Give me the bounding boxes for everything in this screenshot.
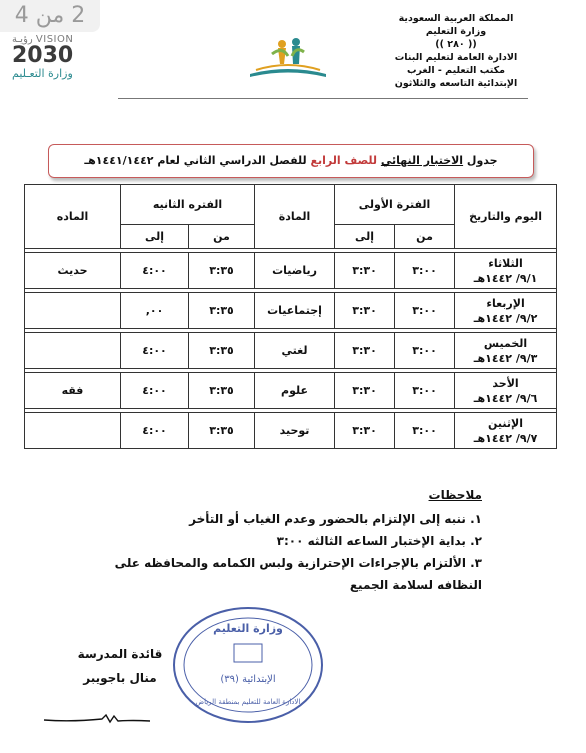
subject-2-cell bbox=[25, 333, 121, 369]
day-date-cell bbox=[455, 333, 557, 369]
header-subject: المادة bbox=[255, 185, 335, 249]
stamp-admin: الادارة العامة للتعليم بمنطقة الرياض bbox=[195, 698, 301, 706]
day: الثلاثاء bbox=[488, 256, 523, 270]
p1-to-cell: ٣:٣٠ bbox=[335, 413, 395, 449]
date: ٩/٣/ ١٤٤٢هـ bbox=[473, 351, 538, 365]
vision-label: رؤيـة VISION bbox=[12, 34, 74, 45]
subject-cell: علوم bbox=[255, 373, 335, 409]
header-divider bbox=[118, 98, 528, 99]
table-row bbox=[25, 253, 557, 289]
day-date-cell bbox=[455, 373, 557, 409]
table-row bbox=[25, 293, 557, 329]
handwritten-signature-icon bbox=[42, 712, 152, 726]
p1-from-cell: ٣:٠٠ bbox=[395, 373, 455, 409]
table-row bbox=[25, 413, 557, 449]
p2-to-cell: ٤:٠٠ bbox=[121, 373, 189, 409]
header-period-2: الفتره الثانيه bbox=[121, 185, 255, 225]
official-stamp-icon bbox=[170, 604, 326, 726]
notes-title: ملاحظات bbox=[428, 488, 482, 502]
subject-2-cell: فقه bbox=[25, 373, 121, 409]
notes-section bbox=[82, 484, 482, 596]
exam-schedule-table bbox=[24, 184, 557, 449]
signature-name: منال باجويبر bbox=[83, 671, 157, 685]
table-row bbox=[25, 333, 557, 369]
table-row bbox=[25, 373, 557, 409]
header-line: الادارة العامة لتعليم البنات bbox=[394, 52, 518, 63]
vision-2030-logo bbox=[12, 34, 104, 84]
p1-to-cell: ٣:٣٠ bbox=[335, 253, 395, 289]
p1-from-cell: ٣:٠٠ bbox=[395, 293, 455, 329]
note-item: ١. ننبه إلى الإلتزام بالحضور وعدم الغياب أو التأخر bbox=[189, 512, 482, 526]
title-grade: للصف الرابع bbox=[310, 154, 381, 167]
schedule-title bbox=[48, 144, 534, 178]
title-part: جدول bbox=[463, 154, 498, 167]
signature-role: قائدة المدرسة bbox=[77, 647, 163, 661]
subject-2-cell bbox=[25, 293, 121, 329]
note-item: ٢. بداية الإختبار الساعه الثالثه ٣:٠٠ bbox=[276, 534, 482, 548]
p2-to-cell: ٤:٠٠ bbox=[121, 253, 189, 289]
p2-to-cell: ٤:٠٠ bbox=[121, 333, 189, 369]
ministry-book-logo-icon bbox=[242, 34, 334, 84]
header-line: وزارة التعليم bbox=[425, 26, 487, 37]
date: ٩/٦/ ١٤٤٢هـ bbox=[473, 391, 538, 405]
header-from: من bbox=[189, 225, 255, 249]
p1-to-cell: ٣:٣٠ bbox=[335, 293, 395, 329]
subject-cell: توحيد bbox=[255, 413, 335, 449]
title-part: للفصل الدراسي الثاني لعام ١٤٤١/١٤٤٢هـ bbox=[84, 154, 311, 167]
header-to: إلى bbox=[335, 225, 395, 249]
header-line: (( ٢٨٠ )) bbox=[435, 39, 477, 50]
subject-cell: رياضيات bbox=[255, 253, 335, 289]
p1-from-cell: ٣:٠٠ bbox=[395, 253, 455, 289]
date: ٩/٢/ ١٤٤٢هـ bbox=[473, 311, 538, 325]
day-date-cell bbox=[455, 413, 557, 449]
subject-2-cell bbox=[25, 413, 121, 449]
date: ٩/١/ ١٤٤٢هـ bbox=[473, 271, 538, 285]
header-from: من bbox=[395, 225, 455, 249]
p2-from-cell: ٣:٣٥ bbox=[189, 373, 255, 409]
header-to: إلى bbox=[121, 225, 189, 249]
p2-from-cell: ٣:٣٥ bbox=[189, 293, 255, 329]
header-line: الإبتدائية التاسعه والثلاثون bbox=[394, 78, 518, 89]
day-date-cell bbox=[455, 253, 557, 289]
day: الأحد bbox=[492, 376, 519, 390]
stamp-school: الإبتدائية (٣٩) bbox=[220, 674, 276, 685]
vision-year: 2030 bbox=[12, 43, 74, 68]
p2-to-cell: ٠٠, bbox=[121, 293, 189, 329]
vision-ministry-label: وزارة التعـليم bbox=[12, 67, 73, 80]
subject-cell: لغتي bbox=[255, 333, 335, 369]
p1-from-cell: ٣:٠٠ bbox=[395, 413, 455, 449]
subject-2-cell: حديث bbox=[25, 253, 121, 289]
day: الإربعاء bbox=[486, 296, 525, 310]
p2-from-cell: ٣:٣٥ bbox=[189, 253, 255, 289]
signature-block bbox=[60, 642, 180, 690]
p2-from-cell: ٣:٣٥ bbox=[189, 333, 255, 369]
title-part: الاختبار النهائي bbox=[380, 154, 464, 167]
header-line: مكتب التعليم - الغرب bbox=[406, 65, 506, 76]
page-indicator: 2 من 4 bbox=[0, 0, 100, 32]
day-date-cell bbox=[455, 293, 557, 329]
p1-to-cell: ٣:٣٠ bbox=[335, 333, 395, 369]
p2-to-cell: ٤:٠٠ bbox=[121, 413, 189, 449]
stamp-ministry: وزارة التعليم bbox=[213, 622, 283, 635]
header-info bbox=[356, 12, 556, 90]
date: ٩/٧/ ١٤٤٢هـ bbox=[473, 431, 538, 445]
day: الإثنين bbox=[488, 416, 524, 430]
note-item: ٣. الألتزام بالإجراءات الإحترازية ولبس الكمامه والمحافظه على النظافه لسلامة الجميع bbox=[114, 556, 482, 592]
p1-from-cell: ٣:٠٠ bbox=[395, 333, 455, 369]
header-subject-2: الماده bbox=[25, 185, 121, 249]
header-day-date: اليوم والتاريخ bbox=[455, 185, 557, 249]
header-line: المملكة العربية السعودية bbox=[398, 13, 514, 24]
p2-from-cell: ٣:٣٥ bbox=[189, 413, 255, 449]
subject-cell: إجتماعيات bbox=[255, 293, 335, 329]
header-period-1: الفترة الأولى bbox=[335, 185, 455, 225]
p1-to-cell: ٣:٣٠ bbox=[335, 373, 395, 409]
day: الخميس bbox=[483, 336, 528, 350]
